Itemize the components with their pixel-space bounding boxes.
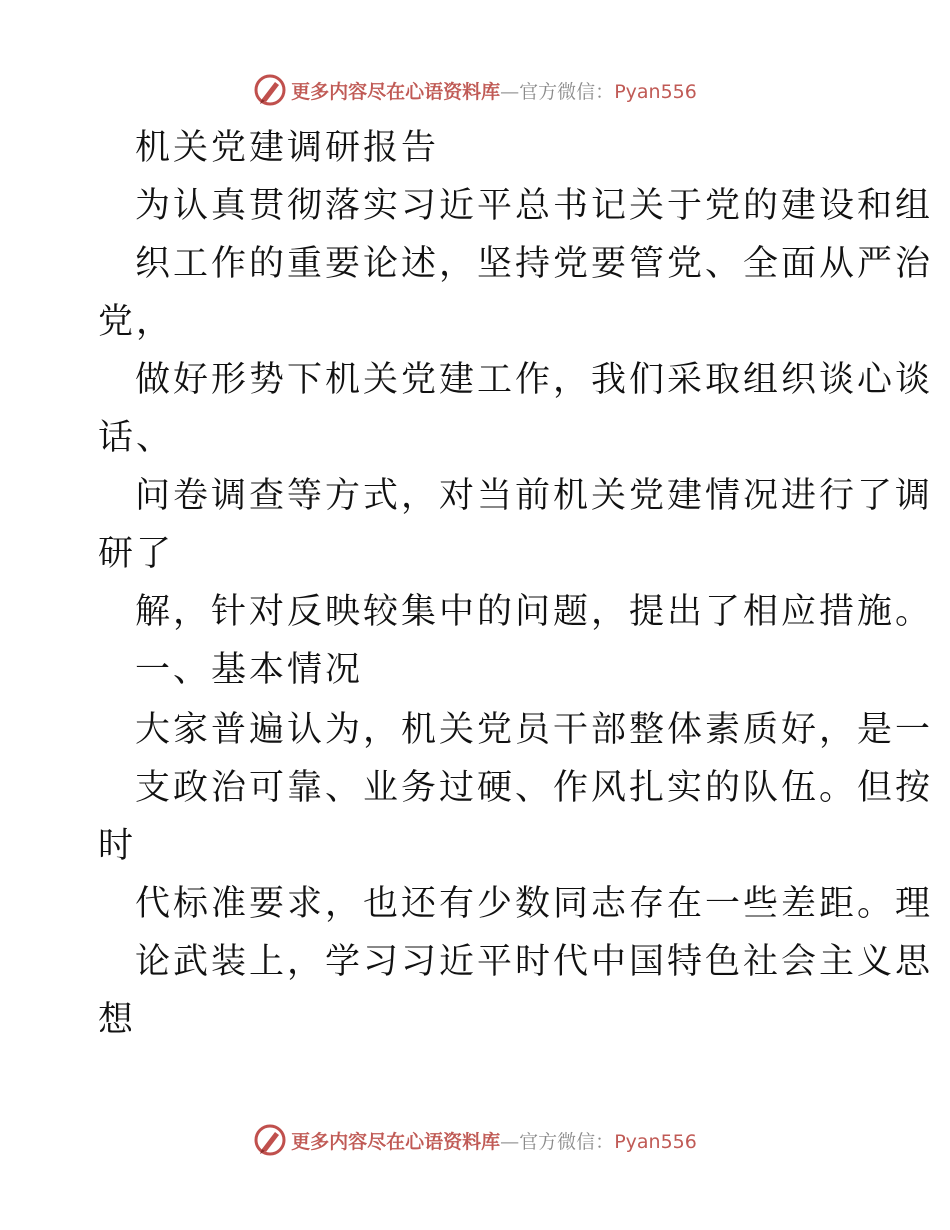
section-heading: 一、基本情况 [135,650,364,690]
watermark-main: 更多内容尽在心语资料库 [291,80,501,103]
paragraph-line: 论武装上，学习习近平时代中国特色社会主义思 [135,942,934,982]
paragraph-line: 想 [98,1000,137,1040]
pen-logo-icon [253,1123,287,1157]
paragraph-line: 织工作的重要论述，坚持党要管党、全面从严治 [135,244,934,284]
watermark-wechat-id: Pyan556 [614,80,697,103]
paragraph-line: 代标准要求，也还有少数同志存在一些差距。理 [135,884,934,924]
watermark-dash: — [500,1130,520,1153]
watermark-banner-bottom [0,1120,950,1160]
watermark-wechat-id: Pyan556 [614,1130,697,1153]
watermark-banner-top [0,70,950,110]
paragraph-line: 问卷调查等方式，对当前机关党建情况进行了调 [135,476,934,516]
paragraph-line: 解，针对反映较集中的问题，提出了相应措施。 [135,592,934,632]
paragraph-line: 做好形势下机关党建工作，我们采取组织谈心谈 [135,360,934,400]
document-title: 机关党建调研报告 [135,128,440,168]
watermark-dash: — [500,80,520,103]
paragraph-line: 话、 [98,418,175,458]
watermark-wechat-label: 官方微信： [519,80,615,103]
paragraph-line: 时 [98,826,137,866]
paragraph-line: 为认真贯彻落实习近平总书记关于党的建设和组 [135,186,934,226]
paragraph-line: 支政治可靠、业务过硬、作风扎实的队伍。但按 [135,768,934,808]
paragraph-line: 党， [98,302,175,342]
paragraph-line: 大家普遍认为，机关党员干部整体素质好，是一 [135,710,934,750]
watermark-text [291,77,697,104]
pen-logo-icon [253,73,287,107]
watermark-wechat-label: 官方微信： [519,1130,615,1153]
watermark-text [291,1127,697,1154]
paragraph-line: 研了 [98,534,175,574]
watermark-main: 更多内容尽在心语资料库 [291,1130,501,1153]
